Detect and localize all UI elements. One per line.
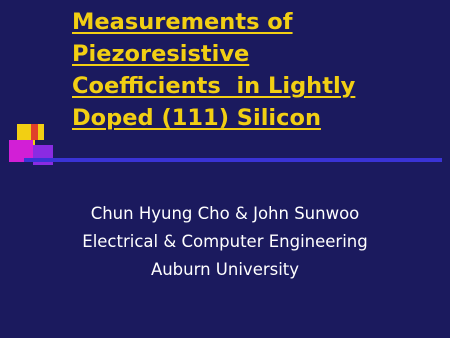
title-line-3: Coefficients in Lightly [72, 73, 356, 99]
title-line-2: Piezoresistive [72, 41, 250, 67]
department: Electrical & Computer Engineering [82, 232, 368, 251]
decorative-squares [0, 0, 72, 175]
title-line-4: Doped (111) Silicon [72, 105, 321, 131]
deco-square-edge-yellow [38, 124, 44, 140]
slide-subtitle [0, 200, 450, 284]
deco-square-purple [33, 145, 53, 165]
institution: Auburn University [150, 260, 300, 279]
deco-square-red [31, 124, 38, 140]
authors: Chun Hyung Cho & John Sunwoo [90, 204, 360, 223]
slide-title [72, 6, 444, 134]
title-divider [24, 158, 442, 162]
title-line-1: Measurements of [72, 9, 293, 35]
